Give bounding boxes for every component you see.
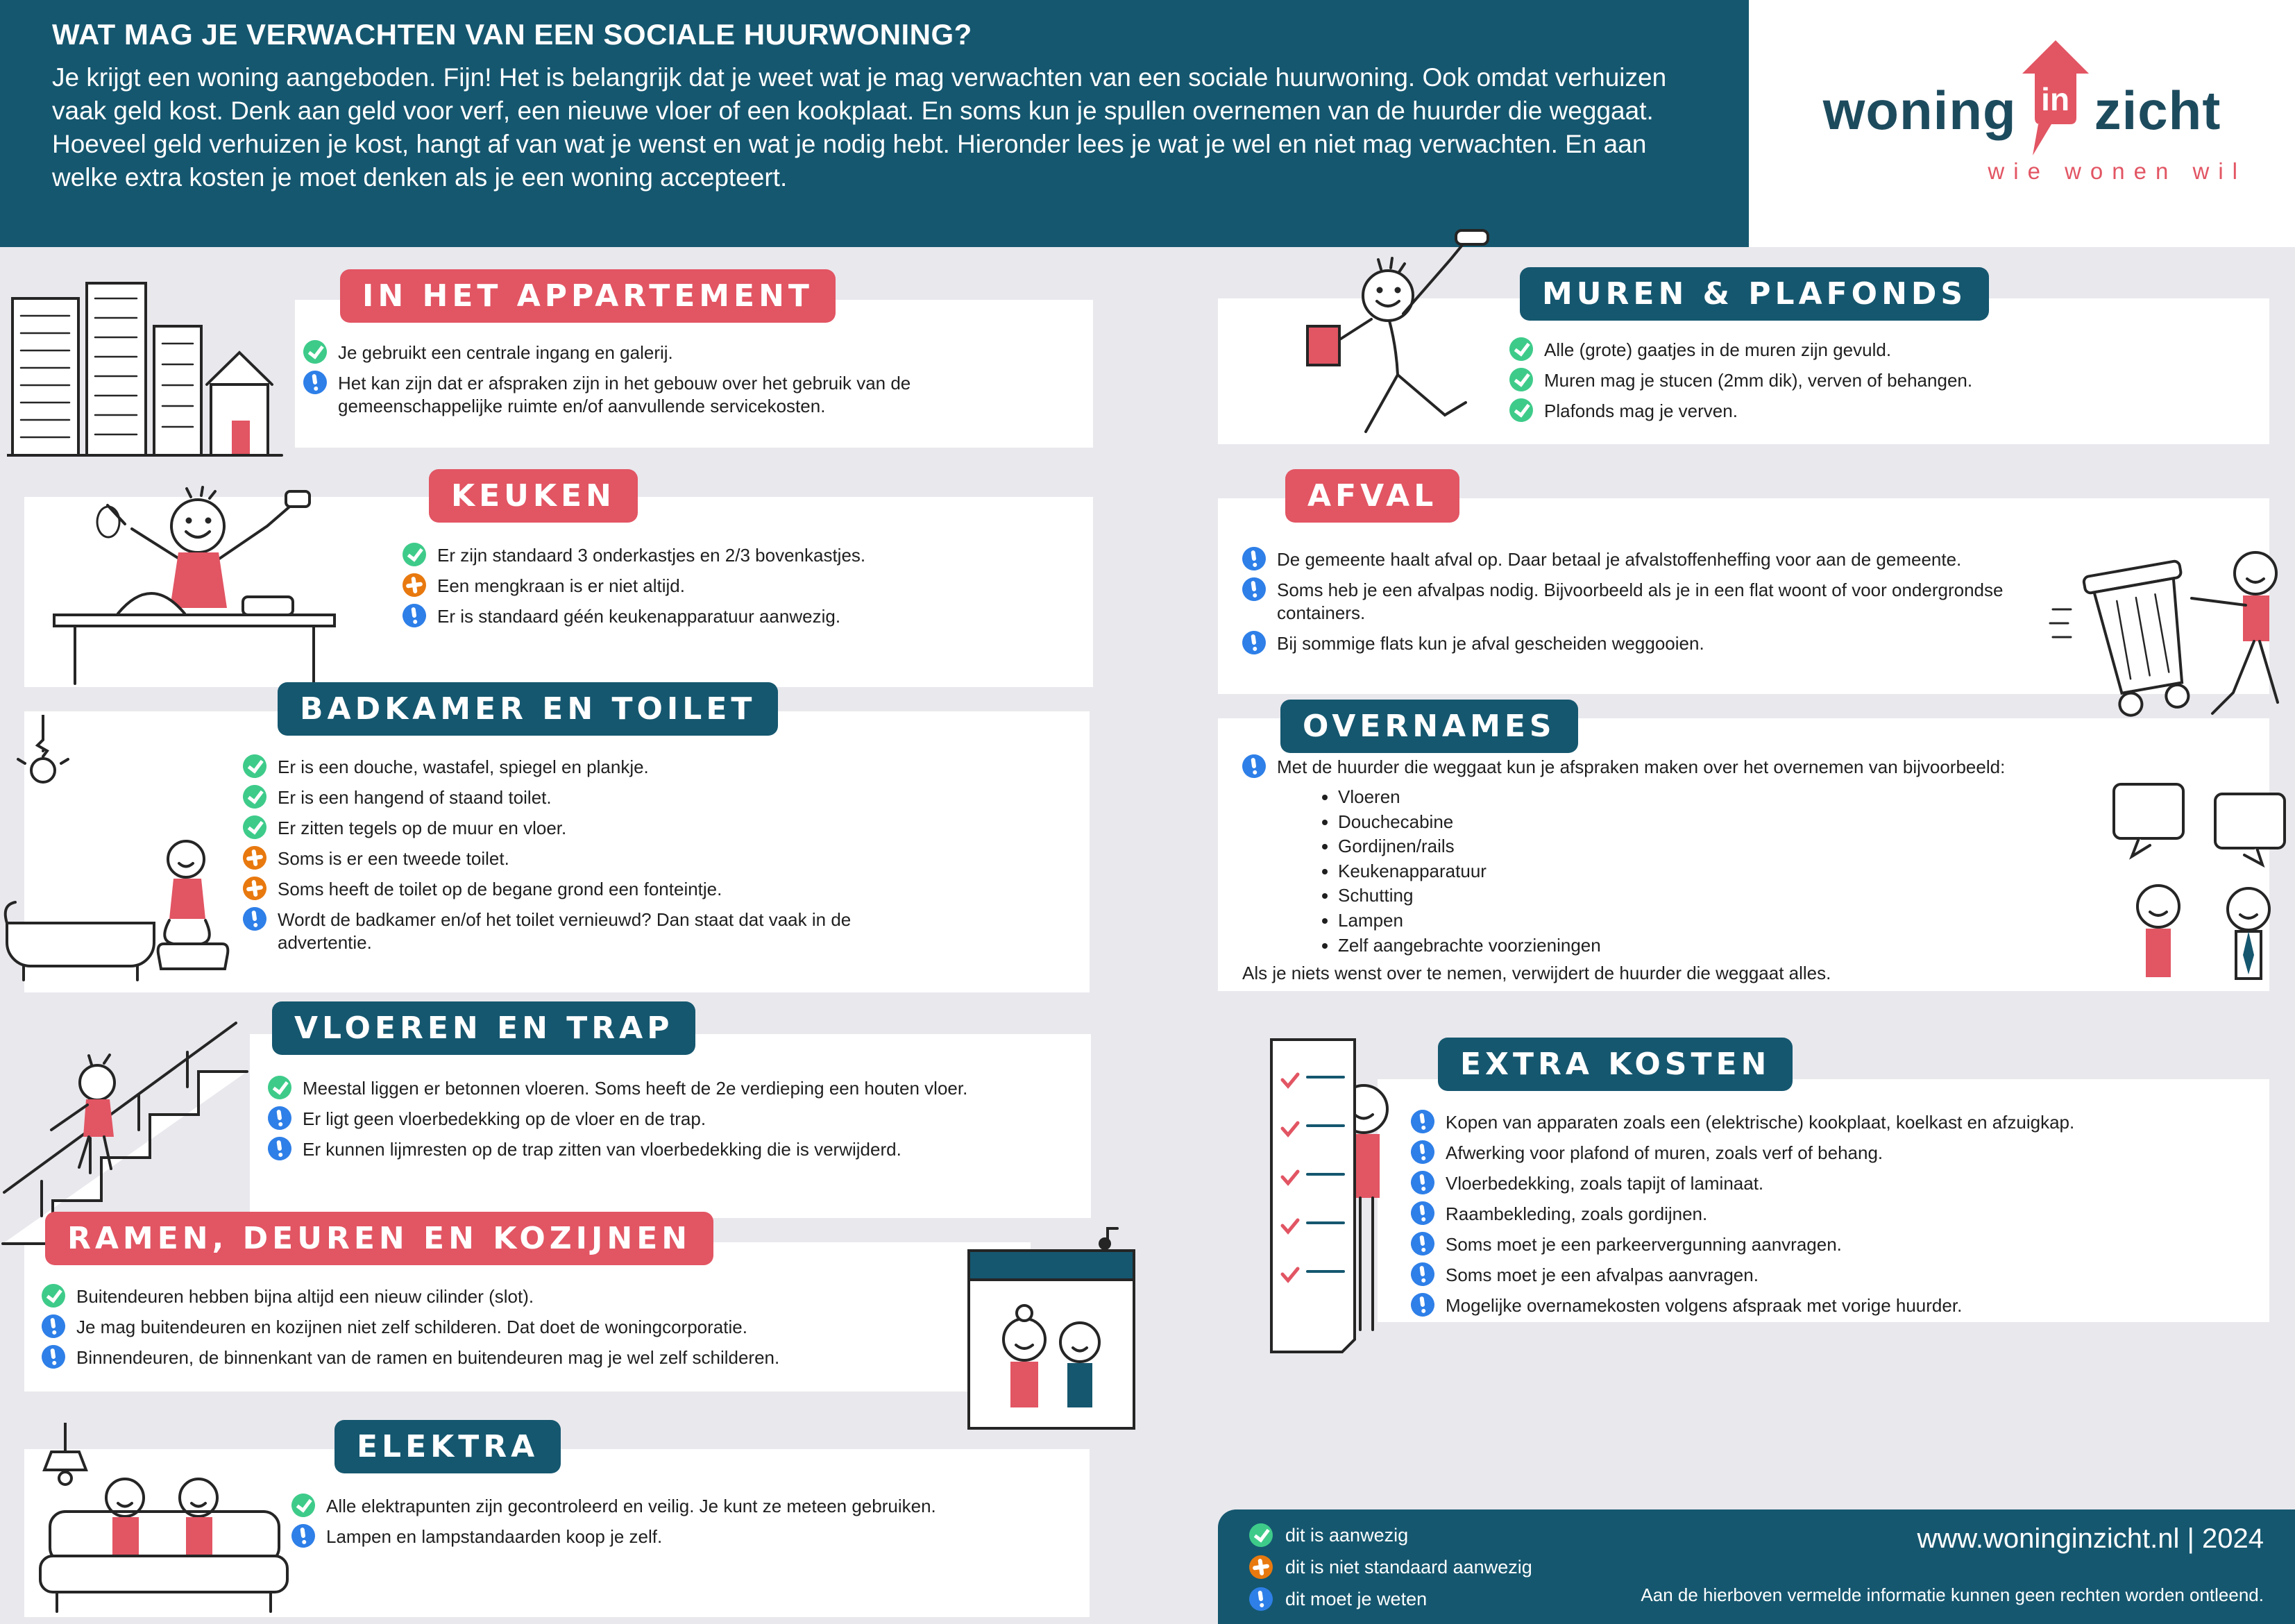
list-item: Er ligt geen vloerbedekking op de vloer en de trap. bbox=[268, 1106, 1077, 1131]
legend-footer bbox=[1218, 1509, 2295, 1624]
plus-icon bbox=[242, 845, 268, 871]
list-item: Lampen en lampstandaarden koop je zelf. bbox=[291, 1524, 1076, 1548]
section-badge-badkamer-en-toilet: BADKAMER EN TOILET bbox=[278, 682, 778, 736]
list-item: Er is een hangend of staand toilet. bbox=[243, 785, 1076, 809]
legend-label: dit is niet standaard aanwezig bbox=[1285, 1556, 1532, 1578]
list-item: Er is een douche, wastafel, spiegel en plankje. bbox=[243, 754, 1076, 779]
list-item: Soms heb je een afvalpas nodig. Bijvoorbeeld als je in een flat woont of voor ondergrondse containers. bbox=[1242, 577, 2228, 625]
list-item: Alle (grote) gaatjes in de muren zijn gevuld. bbox=[1509, 337, 2249, 362]
info-icon bbox=[1409, 1261, 1436, 1287]
info-icon bbox=[1241, 576, 1267, 602]
info-icon bbox=[1241, 753, 1267, 779]
list-item: Buitendeuren hebben bijna altijd een nieuw cilinder (slot). bbox=[42, 1284, 913, 1308]
legend-label: dit moet je weten bbox=[1285, 1588, 1428, 1609]
header-band bbox=[0, 0, 1749, 247]
list-item: Een mengkraan is er niet altijd. bbox=[403, 573, 1079, 598]
list-item: Soms moet je een parkeervergunning aanvragen. bbox=[1411, 1232, 2249, 1256]
section-badge-elektra: ELEKTRA bbox=[334, 1420, 561, 1473]
list-item: Raambekleding, zoals gordijnen. bbox=[1411, 1201, 2249, 1226]
info-icon bbox=[302, 369, 328, 396]
info-icon bbox=[242, 906, 268, 932]
section-badge-in-het-appartement: IN HET APPARTEMENT bbox=[340, 269, 836, 323]
logo-panel bbox=[1749, 0, 2295, 247]
check-icon bbox=[302, 339, 328, 365]
info-icon bbox=[1409, 1230, 1436, 1257]
list-item: Er zijn standaard 3 onderkastjes en 2/3 bovenkastjes. bbox=[403, 543, 1079, 567]
list-item: Alle elektrapunten zijn gecontroleerd en veilig. Je kunt ze meteen gebruiken. bbox=[291, 1494, 1076, 1518]
check-icon bbox=[401, 541, 427, 568]
bullet-item: • Gordijnen/rails bbox=[1338, 834, 2228, 859]
window-couple-illustration bbox=[965, 1223, 1138, 1445]
info-icon bbox=[1241, 545, 1267, 572]
section-badge-extra-kosten: EXTRA KOSTEN bbox=[1438, 1038, 1793, 1091]
info-icon bbox=[1409, 1200, 1436, 1226]
painter-person-illustration bbox=[1284, 229, 1548, 507]
legend-items bbox=[1249, 1523, 1532, 1619]
info-icon bbox=[266, 1105, 293, 1131]
info-icon bbox=[266, 1135, 293, 1162]
plus-icon bbox=[1248, 1554, 1274, 1580]
section-badge-afval: AFVAL bbox=[1285, 469, 1459, 523]
info-icon bbox=[1409, 1139, 1436, 1165]
page-title: WAT MAG JE VERWACHTEN VAN EEN SOCIALE HUURWONING? bbox=[52, 18, 972, 51]
bathroom-illustration bbox=[0, 715, 243, 992]
section-card-vloeren-en-trap bbox=[250, 1034, 1091, 1218]
legend-item-aanwezig bbox=[1249, 1523, 1532, 1547]
city-buildings-illustration bbox=[7, 278, 285, 465]
stairs-person-illustration bbox=[0, 994, 250, 1248]
section-badge-ramen-deuren-en-kozijnen: RAMEN, DEUREN EN KOZIJNEN bbox=[45, 1212, 713, 1265]
talking-people-illustration bbox=[2110, 777, 2295, 992]
list-item: Afwerking voor plafond of muren, zoals verf of behang. bbox=[1411, 1140, 2249, 1165]
intro-text: Je krijgt een woning aangeboden. Fijn! Het is belangrijk dat je weet wat je mag verwachten van een sociale huurwoning. Ook omdat verhuizen vaak geld kost. Denk aan geld voor verf, een nieuwe vloer of een kookplaat. En soms kun je spullen overnemen van de huurder die weggaat. Hoeveel geld verhuizen je kost, hangt af van wat je wenst en wat je nodig hebt. Hieronder lees je wat je wel en niet mag verwachten. En aan welke extra kosten je moet denken als je een woning accepteert. bbox=[52, 63, 1667, 192]
list-item: Soms is er een tweede toilet. bbox=[243, 846, 1076, 870]
check-icon bbox=[242, 814, 268, 840]
list-item: Muren mag je stucen (2mm dik), verven of behangen. bbox=[1509, 368, 2249, 392]
info-icon bbox=[401, 602, 427, 629]
legend-item-moet-je-weten bbox=[1249, 1587, 1532, 1611]
list-item: Er is standaard géén keukenapparatuur aanwezig. bbox=[403, 604, 1079, 628]
list-item: Er kunnen lijmresten op de trap zitten van vloerbedekking die is verwijderd. bbox=[268, 1137, 1077, 1161]
list-item: Je gebruikt een centrale ingang en galerij. bbox=[303, 340, 1079, 364]
house-speech-bubble-icon bbox=[2019, 39, 2092, 158]
section-card-extra-kosten bbox=[1378, 1079, 2269, 1322]
bullet-item: • Vloeren bbox=[1338, 785, 2228, 810]
logo-word-in: in bbox=[2041, 81, 2070, 117]
list-item: Vloerbedekking, zoals tapijt of laminaat. bbox=[1411, 1171, 2249, 1195]
bullet-item: • Keukenapparatuur bbox=[1338, 859, 2228, 884]
list-item: Wordt de badkamer en/of het toilet vernieuwd? Dan staat dat vaak in de advertentie. bbox=[243, 907, 1076, 954]
overnames-bullet-list bbox=[1319, 785, 2228, 958]
check-icon bbox=[40, 1283, 67, 1309]
list-item: Plafonds mag je verven. bbox=[1509, 398, 2249, 423]
list-item: Soms moet je een afvalpas aanvragen. bbox=[1411, 1262, 2249, 1287]
person-cooking-illustration bbox=[35, 486, 354, 687]
list-item: Bij sommige flats kun je afval gescheiden weggooien. bbox=[1242, 631, 2228, 655]
list-item: Kopen van apparaten zoals een (elektrische) kookplaat, koelkast en afzuigkap. bbox=[1411, 1110, 2249, 1134]
bullet-item: • Douchecabine bbox=[1338, 810, 2228, 835]
couch-people-illustration bbox=[21, 1423, 298, 1624]
section-badge-muren-plafonds: MUREN & PLAFONDS bbox=[1520, 267, 1989, 321]
list-item: Binnendeuren, de binnenkant van de ramen en buitendeuren mag je wel zelf schilderen. bbox=[42, 1345, 913, 1369]
info-icon bbox=[1409, 1108, 1436, 1135]
list-item: Mogelijke overnamekosten volgens afspraak met vorige huurder. bbox=[1411, 1293, 2249, 1317]
list-item: Met de huurder die weggaat kun je afspraken maken over het overnemen van bijvoorbeeld: bbox=[1242, 754, 2228, 779]
legend-label: dit is aanwezig bbox=[1285, 1524, 1409, 1546]
check-icon bbox=[242, 784, 268, 810]
section-badge-keuken: KEUKEN bbox=[429, 469, 638, 523]
bullet-item: • Zelf aangebrachte voorzieningen bbox=[1338, 933, 2228, 958]
info-icon bbox=[1409, 1292, 1436, 1318]
check-icon bbox=[266, 1074, 293, 1101]
overnames-footer-note: Als je niets wenst over te nemen, verwijdert de huurder die weggaat alles. bbox=[1242, 963, 1831, 984]
check-icon bbox=[1248, 1522, 1274, 1548]
info-icon bbox=[40, 1344, 67, 1370]
list-item: Het kan zijn dat er afspraken zijn in het gebouw over het gebruik van de gemeenschappelijke ruimte en/of aanvullende servicekosten. bbox=[303, 371, 1079, 418]
list-item: Er zitten tegels op de muur en vloer. bbox=[243, 815, 1076, 840]
section-badge-vloeren-en-trap: VLOEREN EN TRAP bbox=[272, 1001, 695, 1055]
info-icon bbox=[1248, 1586, 1274, 1612]
logo-word-woning: woning bbox=[1822, 79, 2017, 141]
list-item: Meestal liggen er betonnen vloeren. Soms heeft de 2e verdieping een houten vloer. bbox=[268, 1076, 1077, 1100]
section-badge-overnames: OVERNAMES bbox=[1280, 700, 1578, 753]
website-and-year: www.woninginzicht.nl | 2024 bbox=[1917, 1523, 2264, 1554]
legend-item-niet-standaard bbox=[1249, 1555, 1532, 1579]
trash-bin-person-illustration bbox=[2047, 507, 2295, 736]
list-item: De gemeente haalt afval op. Daar betaal je afvalstoffenheffing voor aan de gemeente. bbox=[1242, 547, 2228, 571]
list-item: Je mag buitendeuren en kozijnen niet zelf schilderen. Dat doet de woningcorporatie. bbox=[42, 1314, 913, 1339]
info-icon bbox=[1409, 1169, 1436, 1196]
info-icon bbox=[40, 1313, 67, 1339]
logo-word-zicht: zicht bbox=[2094, 79, 2221, 141]
plus-icon bbox=[401, 572, 427, 598]
checklist-person-illustration bbox=[1235, 1020, 1402, 1388]
plus-icon bbox=[242, 875, 268, 902]
bullet-item: • Lampen bbox=[1338, 908, 2228, 933]
disclaimer-text: Aan de hierboven vermelde informatie kunnen geen rechten worden ontleend. bbox=[1641, 1584, 2264, 1605]
list-item: Soms heeft de toilet op de begane grond een fonteintje. bbox=[243, 877, 1076, 901]
check-icon bbox=[242, 753, 268, 779]
logo-tagline: wie wonen wil bbox=[1988, 158, 2246, 184]
bullet-item: • Schutting bbox=[1338, 883, 2228, 908]
info-icon bbox=[1241, 629, 1267, 656]
woninginzicht-logo bbox=[1823, 62, 2221, 158]
